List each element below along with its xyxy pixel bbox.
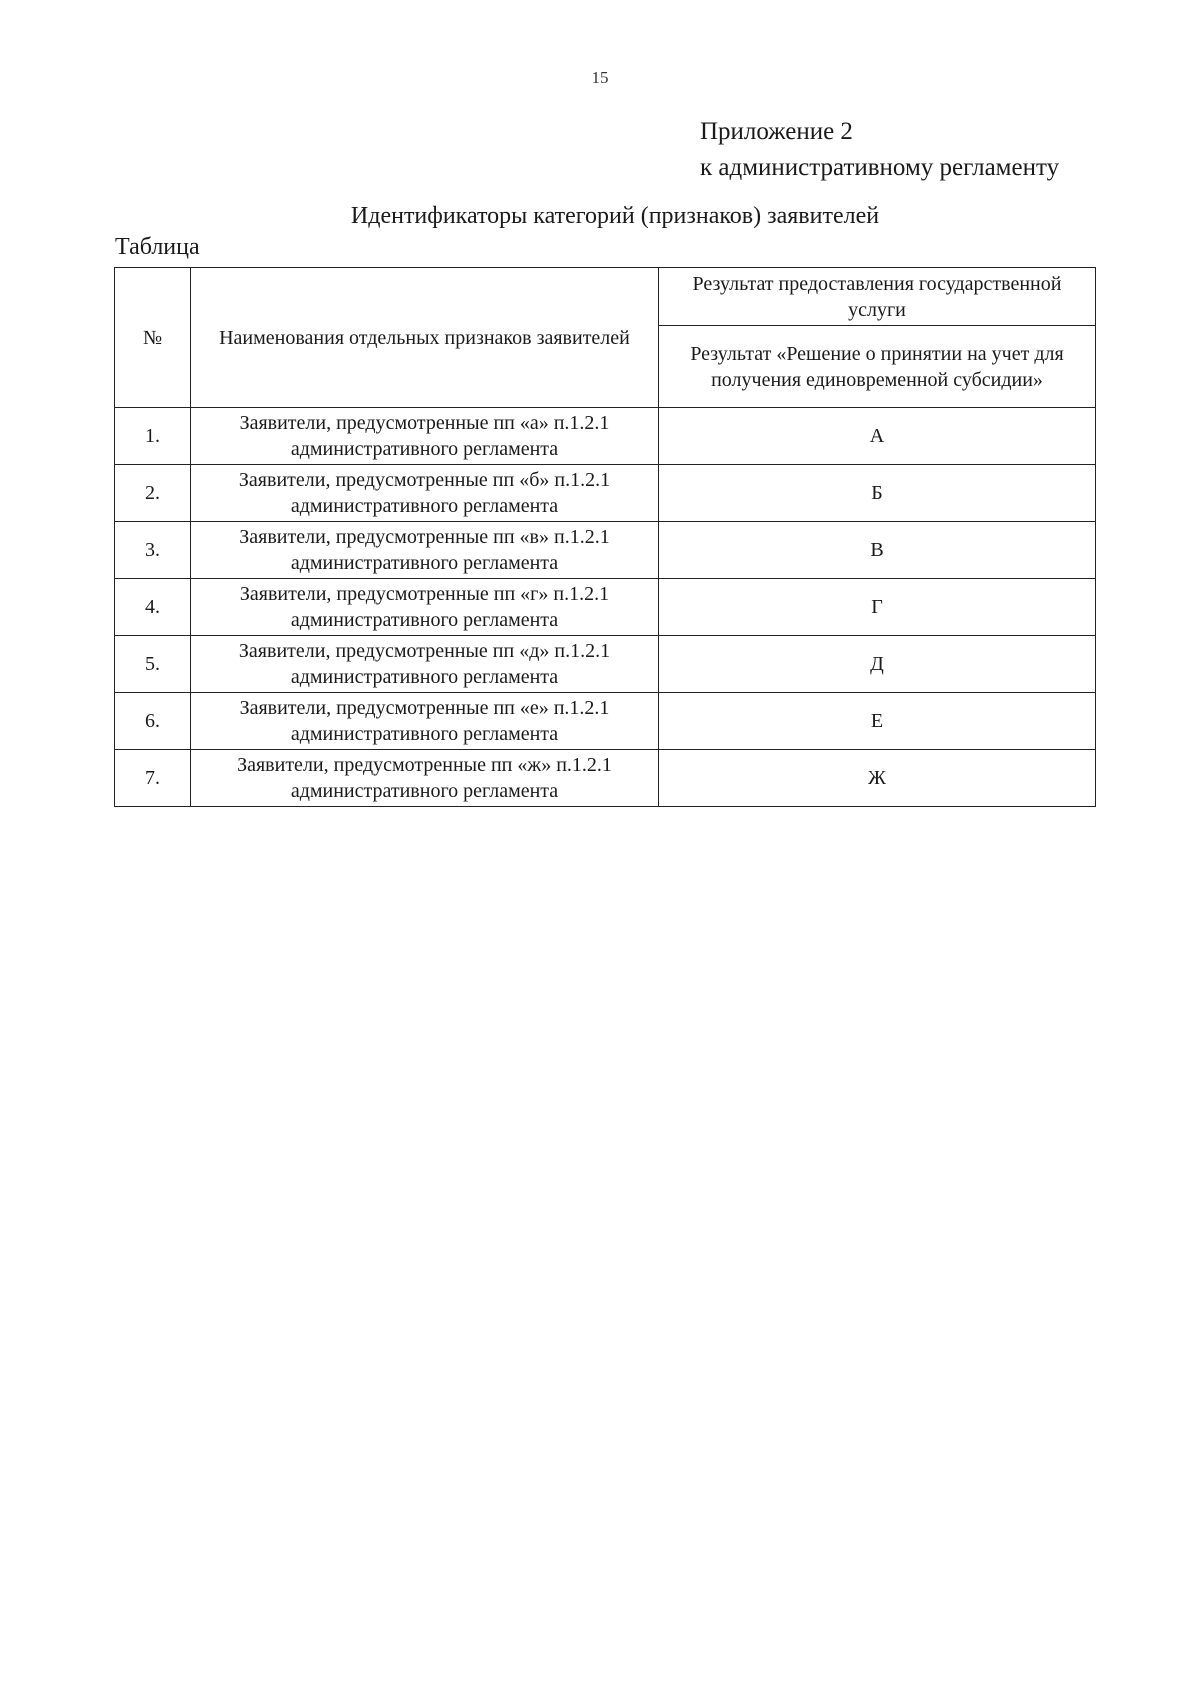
row-name-cell: Заявители, предусмотренные пп «а» п.1.2.1 административного регламента [191,408,659,465]
appendix-line-1: Приложение 2 [700,118,853,145]
table-row [115,693,1096,750]
row-number-cell: 1. [115,408,191,465]
row-number-cell: 3. [115,522,191,579]
row-result-cell: Б [659,465,1096,522]
row-number-cell: 5. [115,636,191,693]
row-name-cell: Заявители, предусмотренные пп «б» п.1.2.1 административного регламента [191,465,659,522]
row-result-cell: А [659,408,1096,465]
table-row [115,750,1096,807]
row-name-cell: Заявители, предусмотренные пп «е» п.1.2.1 административного регламента [191,693,659,750]
header-number: № [115,268,191,408]
table-row [115,465,1096,522]
page-number: 15 [591,68,609,87]
appendix-heading [700,114,1059,186]
row-result-cell: Е [659,693,1096,750]
header-result-sub: Результат «Решение о принятии на учет для получения единовременной субсидии» [659,326,1096,408]
header-name: Наименования отдельных признаков заявителей [191,268,659,408]
applicant-categories-table [114,267,1096,807]
row-number-cell: 6. [115,693,191,750]
row-result-cell: Ж [659,750,1096,807]
document-title: Идентификаторы категорий (признаков) заявителей [350,203,880,229]
row-name-cell: Заявители, предусмотренные пп «г» п.1.2.1 административного регламента [191,579,659,636]
row-result-cell: Г [659,579,1096,636]
appendix-line-2: к административному регламенту [700,154,1060,181]
table-row [115,636,1096,693]
table-caption: Таблица [115,234,200,260]
row-number-cell: 4. [115,579,191,636]
header-result-group: Результат предоставления государственной услуги [659,268,1096,326]
row-result-cell: В [659,522,1096,579]
row-name-cell: Заявители, предусмотренные пп «в» п.1.2.1 административного регламента [191,522,659,579]
table-row [115,408,1096,465]
row-number-cell: 7. [115,750,191,807]
row-name-cell: Заявители, предусмотренные пп «ж» п.1.2.1 административного регламента [191,750,659,807]
row-result-cell: Д [659,636,1096,693]
row-number-cell: 2. [115,465,191,522]
row-name-cell: Заявители, предусмотренные пп «д» п.1.2.1 административного регламента [191,636,659,693]
table-row [115,579,1096,636]
table-row [115,522,1096,579]
table-body [115,408,1096,807]
